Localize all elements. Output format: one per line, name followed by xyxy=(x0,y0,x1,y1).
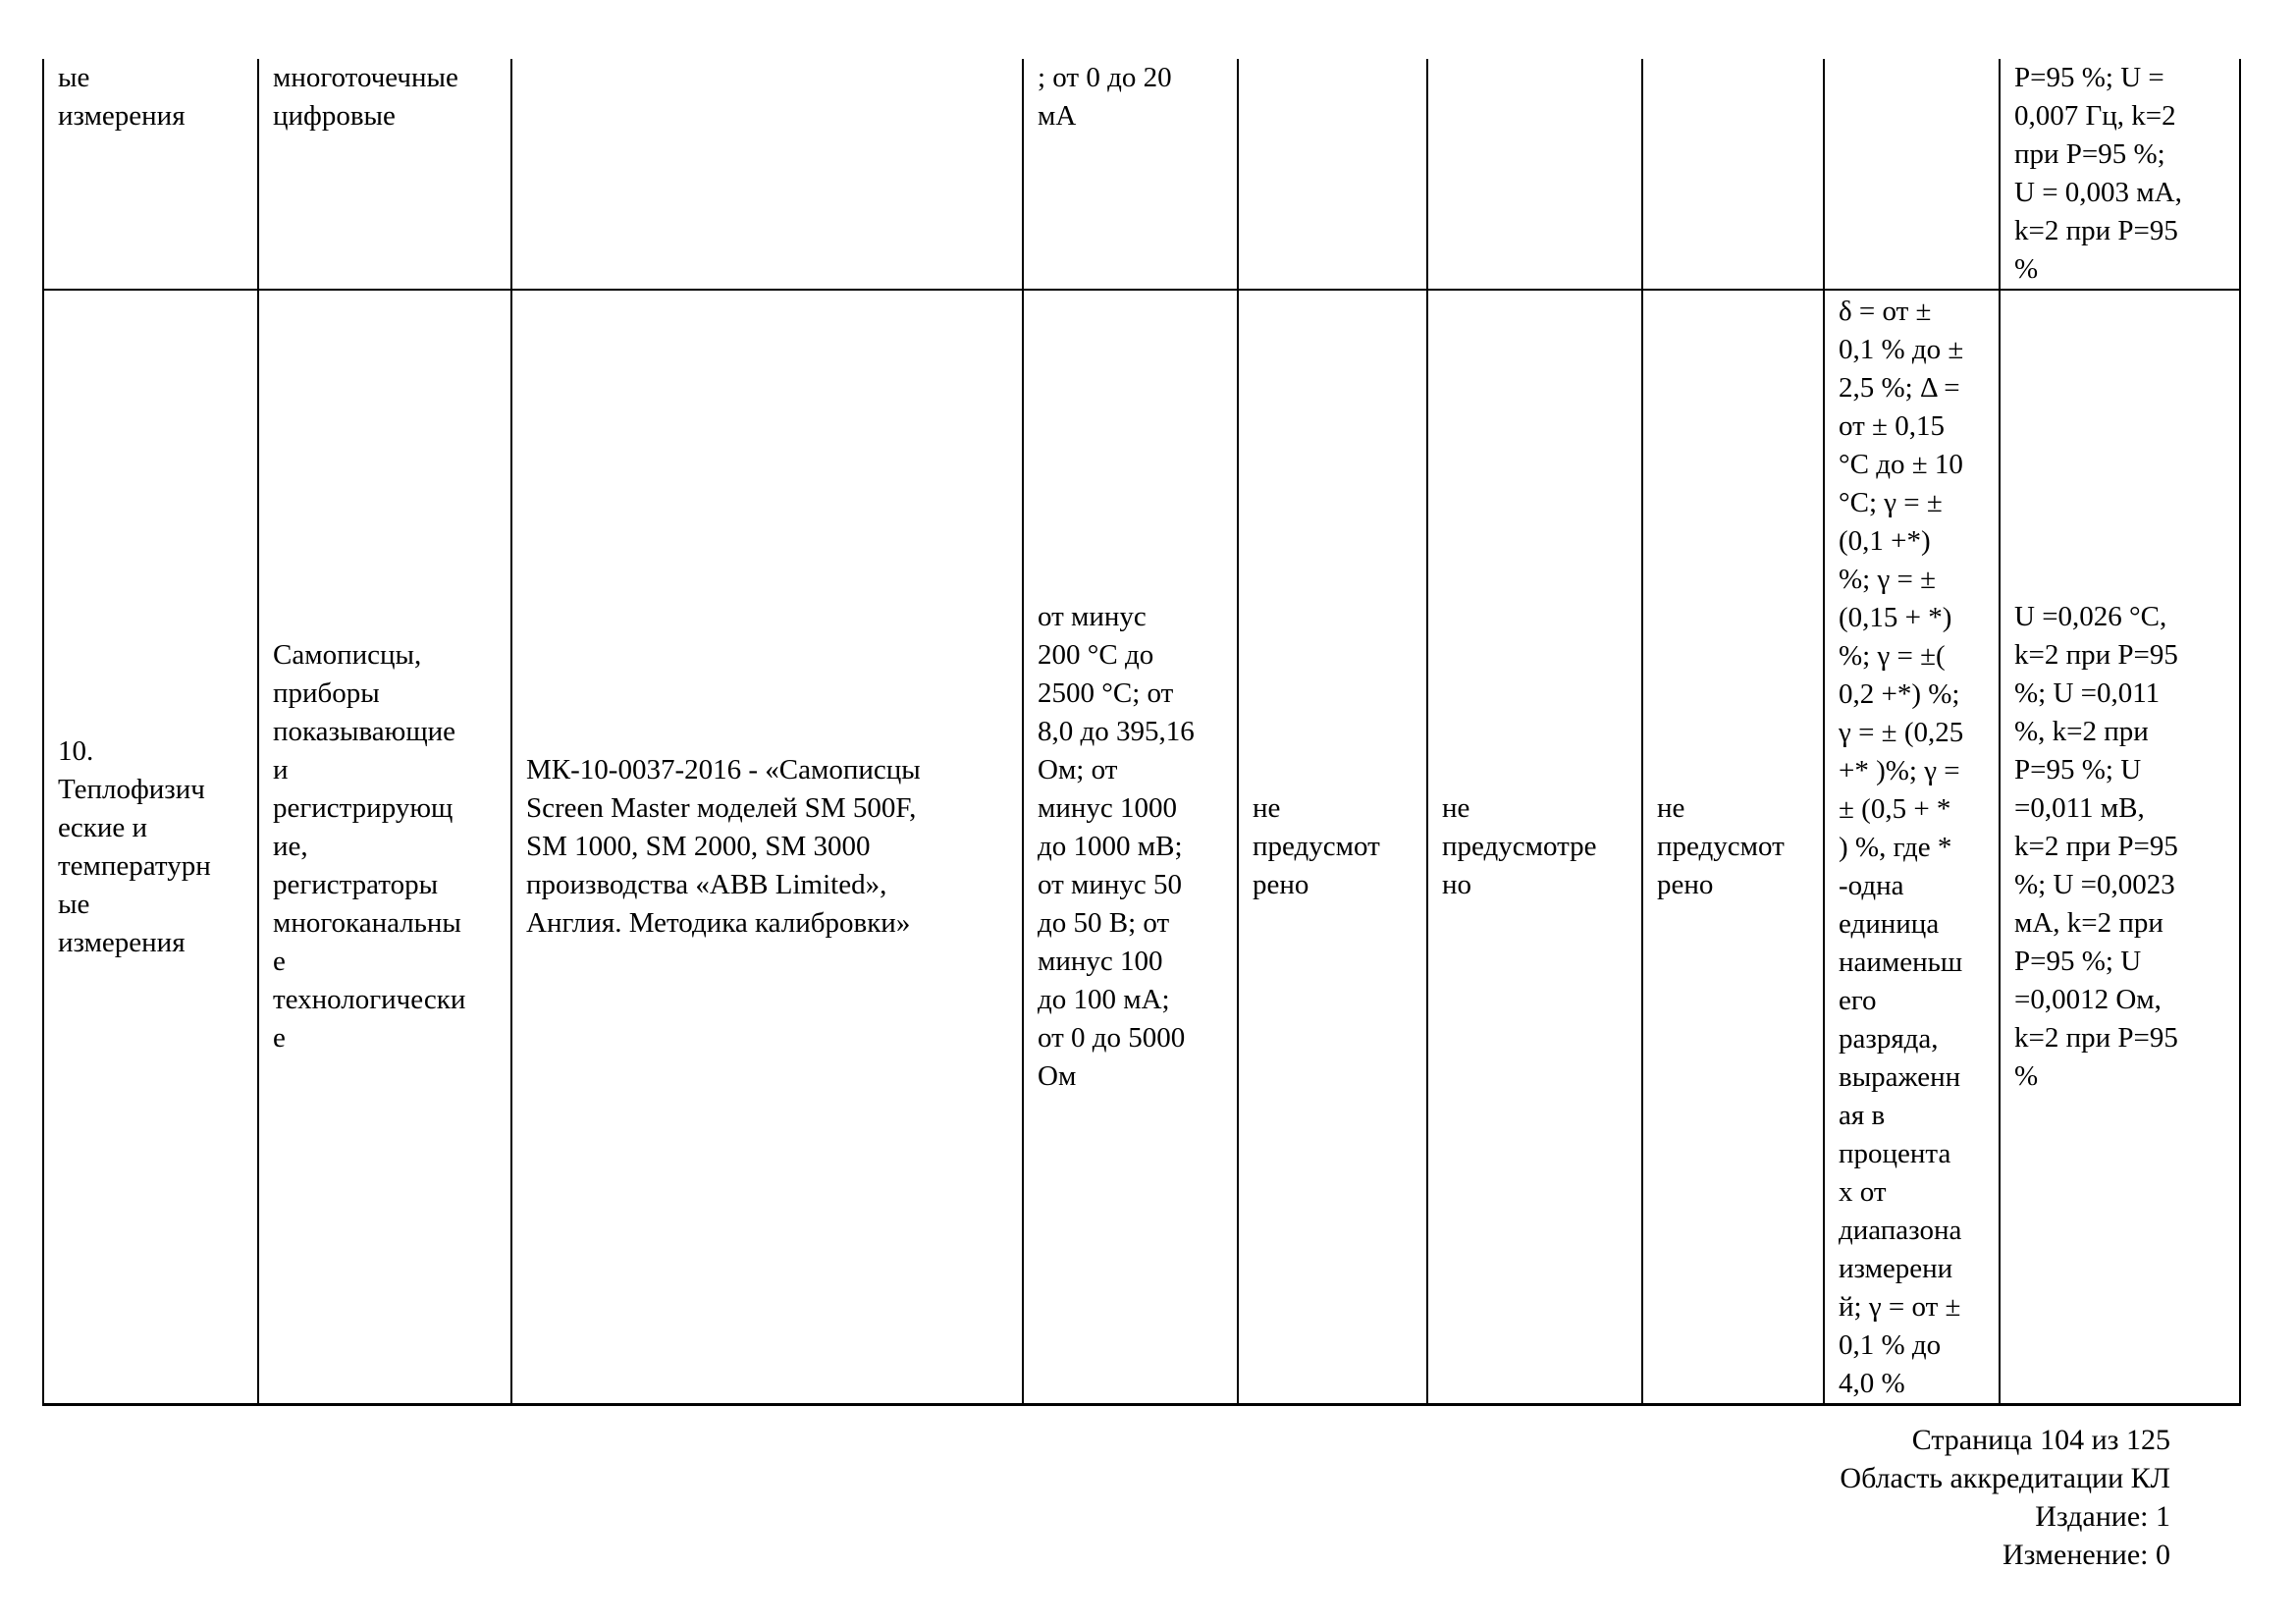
cell-measurement-range: ; от 0 до 20 мА xyxy=(1023,59,1238,290)
cell-instrument-type: Самописцы, приборы показывающие и регистрирующ ие, регистраторы многоканальны е технологически е xyxy=(258,290,511,1405)
cell-uncertainty: P=95 %; U = 0,007 Гц, k=2 при P=95 %; U = 0,003 мА, k=2 при P=95 % xyxy=(2000,59,2240,290)
cell-col7 xyxy=(1642,59,1824,290)
cell-uncertainty: U =0,026 °C, k=2 при P=95 %; U =0,011 %, k=2 при P=95 %; U =0,011 мВ, k=2 при P=95 %; U =0,0023 мА, k=2 при P=95 %; U =0,0012 Ом, k=2 при P=95 % xyxy=(2000,290,2240,1405)
cell-accuracy: δ = от ± 0,1 % до ± 2,5 %; Δ = от ± 0,15 °C до ± 10 °C; γ = ± (0,1 +*) %; γ = ± (0,15 + *) %; γ = ±( 0,2 +*) %; γ = ± (0,25 +* )%; γ = ± (0,5 + * ) %, где * -одна единица наименьш его разряда, выраженн ая в процента х от диапазона измерени й; γ = от ± 0,1 % до 4,0 % xyxy=(1824,290,2000,1405)
edition: Издание: 1 xyxy=(2035,1500,2170,1533)
cell-col5 xyxy=(1238,59,1427,290)
page-number: Страница 104 из 125 xyxy=(1911,1424,2170,1456)
cell-method-document xyxy=(511,59,1023,290)
table-row-continued xyxy=(43,59,2240,290)
cell-instrument-type: многоточечные цифровые xyxy=(258,59,511,290)
change-number: Изменение: 0 xyxy=(2002,1539,2170,1571)
document-title: Область аккредитации КЛ xyxy=(1840,1462,2170,1494)
cell-col6: не предусмотре но xyxy=(1427,290,1642,1405)
cell-method-document: МК-10-0037-2016 - «Самописцы Screen Master моделей SM 500F, SM 1000, SM 2000, SM 3000 производства «ABB Limited», Англия. Методика калибровки» xyxy=(511,290,1023,1405)
cell-col7: не предусмот рено xyxy=(1642,290,1824,1405)
cell-col6 xyxy=(1427,59,1642,290)
cell-measurement-area: 10. Теплофизич eские и температурн ые измерения xyxy=(43,290,258,1405)
cell-accuracy xyxy=(1824,59,2000,290)
cell-measurement-range: от минус 200 °C до 2500 °C; от 8,0 до 395,16 Ом; от минус 1000 до 1000 мВ; от минус 50 до 50 В; от минус 100 до 100 мА; от 0 до 5000 Ом xyxy=(1023,290,1238,1405)
cell-measurement-area: ые измерения xyxy=(43,59,258,290)
cell-col5: не предусмот рено xyxy=(1238,290,1427,1405)
accreditation-scope-table xyxy=(42,59,2241,1406)
page-footer xyxy=(1840,1421,2170,1574)
table-row-10 xyxy=(43,290,2240,1405)
